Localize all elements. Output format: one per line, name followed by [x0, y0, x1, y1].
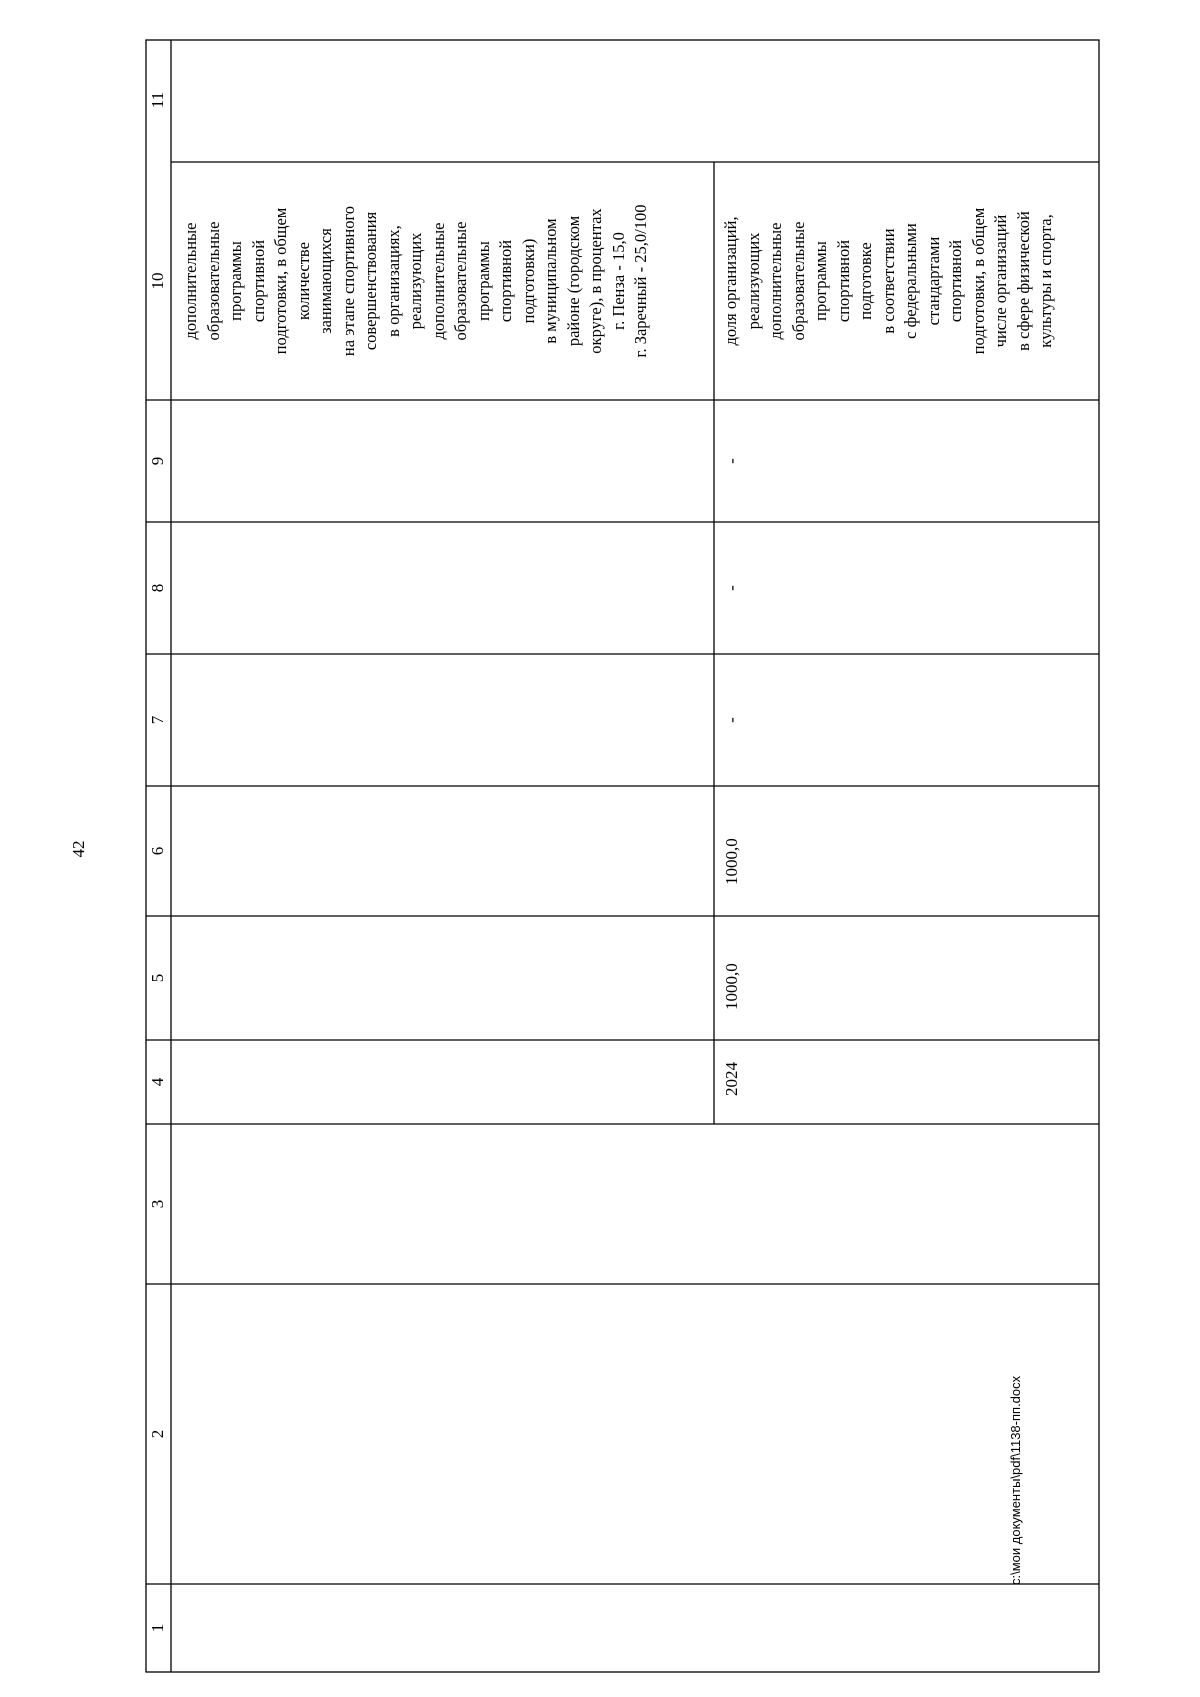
- column-header-10: 10: [148, 272, 167, 290]
- column-header-4: 4: [148, 1077, 167, 1087]
- row2-col4-year: 2024: [722, 1062, 741, 1096]
- row2-col9-value: -: [722, 458, 741, 464]
- column-header-3: 3: [148, 1199, 167, 1209]
- row2-col10-text: доля организаций, реализующих дополнительные образовательные программы спортивной подготовке в соответствии с федеральными стандартами спортивной подготовки, в общем числе организаций в сфере физической культуры и спорта,: [721, 207, 1055, 355]
- row2-col8-value: -: [722, 585, 741, 591]
- column-header-5: 5: [148, 973, 167, 983]
- column-header-7: 7: [148, 715, 167, 725]
- row2-col5-value: 1000,0: [722, 963, 741, 1010]
- column-header-2: 2: [148, 1429, 167, 1439]
- column-header-9: 9: [148, 456, 167, 466]
- row1-col10-text: дополнительные образовательные программы спортивной подготовки, в общем количестве занимающихся на этапе спортивного совершенствования в организациях, реализующих дополнительные образовательные программы спортивной подготовки) в муниципальном районе (городском округе), в процентах г. Пенза - 15,0 г. Заречный - 25,0/100: [181, 204, 650, 358]
- footer-file-path: c:\мои документы\pdf\1138-пп.docx: [1008, 1375, 1023, 1585]
- column-header-1: 1: [148, 1623, 167, 1633]
- column-header-11: 11: [148, 91, 167, 109]
- column-header-8: 8: [148, 583, 167, 593]
- row2-col7-value: -: [722, 717, 741, 723]
- column-header-6: 6: [148, 846, 167, 856]
- page-number: 42: [69, 840, 88, 858]
- row2-col6-value: 1000,0: [722, 838, 741, 885]
